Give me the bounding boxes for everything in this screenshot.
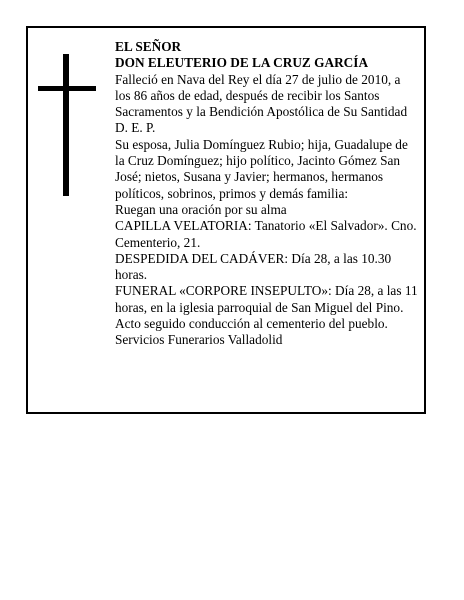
family-line-1: Su esposa, Julia Domínguez Rubio; hija, Guadalupe de [115, 136, 408, 152]
death-announcement-line-2: los 86 años de edad, después de recibir los Santos [115, 87, 380, 103]
cross-horizontal-bar [38, 86, 96, 91]
deceased-name: DON ELEUTERIO DE LA CRUZ GARCÍA [115, 55, 369, 71]
obituary-text [115, 39, 435, 349]
funeral-line-3: Acto seguido conducción al cementerio del pueblo. [115, 316, 388, 332]
chapel-line-2: Cementerio, 21. [115, 234, 201, 250]
funeral-line-2: horas, en la iglesia parroquial de San Miguel del Pino. [115, 299, 404, 315]
farewell-line-1: DESPEDIDA DEL CADÁVER: Día 28, a las 10.30 [115, 250, 392, 266]
funeral-line-1: FUNERAL «CORPORE INSEPULTO»: Día 28, a las 11 [115, 283, 418, 299]
funeral-services-provider: Servicios Funerarios Valladolid [115, 332, 283, 348]
chapel-line-1: CAPILLA VELATORIA: Tanatorio «El Salvador». Cno. [115, 218, 417, 234]
deceased-title: EL SEÑOR [115, 39, 182, 54]
death-announcement-line-1: Falleció en Nava del Rey el día 27 de julio de 2010, a [115, 71, 401, 87]
farewell-line-2: horas. [115, 267, 148, 283]
family-line-3: José; nietos, Susana y Javier; hermanos, hermanos [115, 169, 384, 185]
rest-in-peace: D. E. P. [115, 120, 156, 136]
prayer-request: Ruegan una oración por su alma [115, 201, 287, 217]
family-line-4: políticos, sobrinos, primos y demás familia: [115, 185, 349, 201]
family-line-2: la Cruz Domínguez; hijo político, Jacinto Gómez San [115, 153, 401, 169]
death-announcement-line-3: Sacramentos y la Bendición Apostólica de Su Santidad [115, 104, 408, 120]
cross-vertical-bar [63, 54, 69, 196]
